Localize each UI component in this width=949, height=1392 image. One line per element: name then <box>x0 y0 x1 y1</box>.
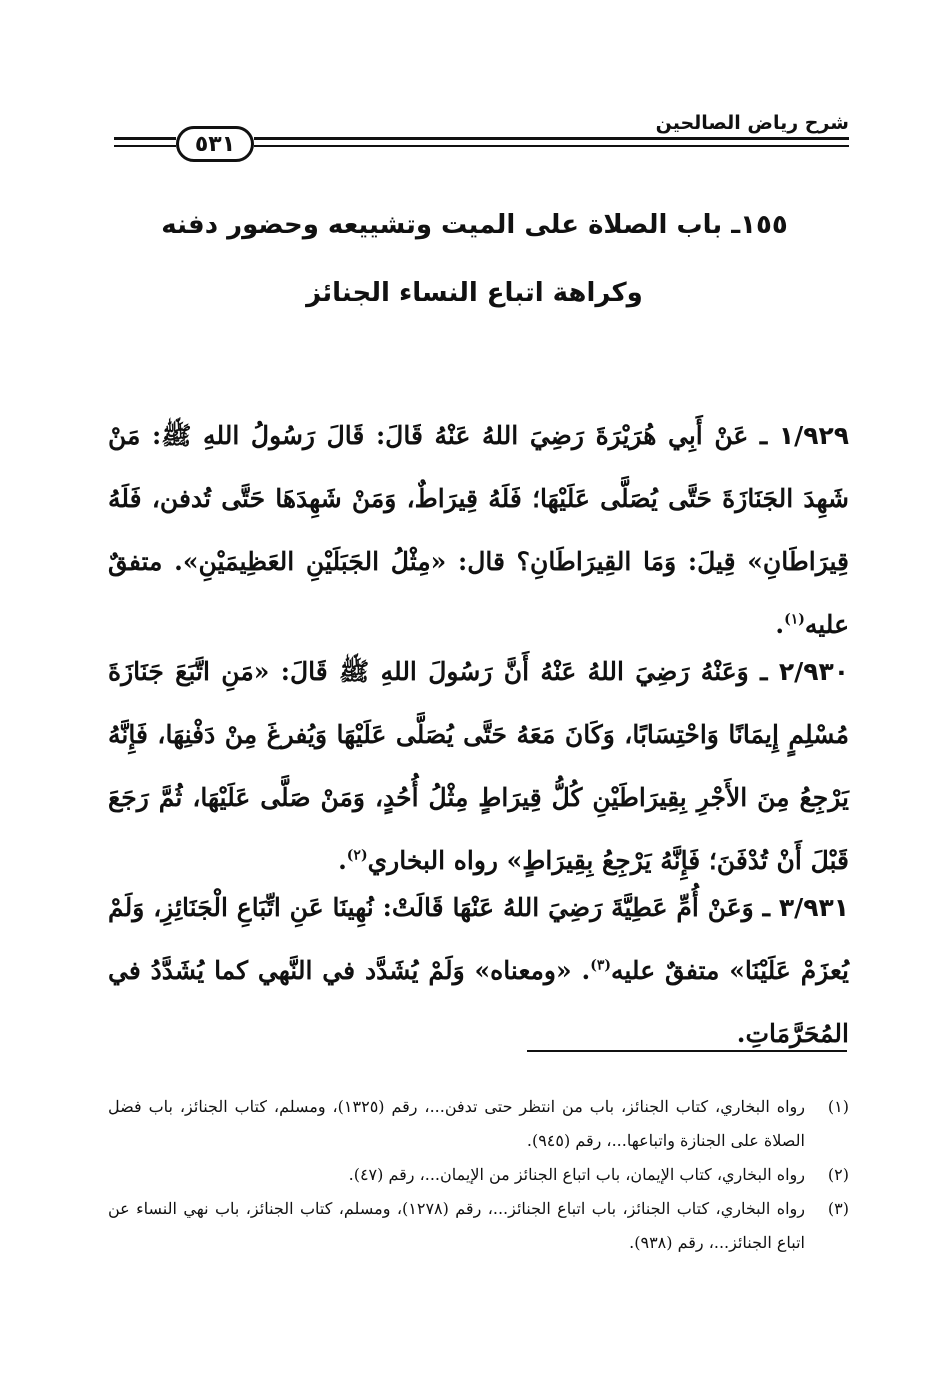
footnote-mark: (١) <box>827 1097 849 1116</box>
footnote-ref: (٣) <box>590 957 611 974</box>
footnote-text: رواه البخاري، كتاب الإيمان، باب اتباع الجنائز من الإيمان...، رقم (٤٧). <box>348 1165 805 1184</box>
running-title: شرح رياض الصالحين <box>655 112 849 134</box>
hadith-930 <box>108 640 849 892</box>
footnote-item <box>108 1090 849 1158</box>
header-rule-right-bottom <box>254 145 849 147</box>
footnote-divider <box>527 1050 847 1052</box>
footnote-mark: (٣) <box>827 1199 849 1218</box>
hadith-tail: . <box>338 846 347 875</box>
hadith-tail: . <box>775 610 785 639</box>
hadith-paragraph <box>108 404 849 656</box>
page-number <box>176 126 254 162</box>
hadith-text: ـ وَعَنْهُ رَضِيَ اللهُ عَنْهُ أَنَّ رَسُولَ اللهِ ﷺ قَالَ: «مَنِ اتَّبَعَ جَنَازَةَ مُسْلِمٍ إِيمَانًا وَاحْتِسَابًا، وَكَانَ مَعَهُ حَتَّى يُصَلَّى عَلَيْهَا وَيُفرغَ مِنْ دَفْنِهَا، فَإِنَّهُ يَرْجِعُ مِنَ الأَجْرِ بِقِيرَاطَيْنِ كُلُّ قِيرَاطٍ مِثْلُ أُحُدٍ، وَمَنْ صَلَّى عَلَيْهَا، ثُمَّ رَجَعَ قَبْلَ أَنْ تُدْفَنَ؛ فَإِنَّهُ يَرْجِعُ بِقِيرَاطٍ» رواه البخاري <box>108 657 849 875</box>
footnote-text: رواه البخاري، كتاب الجنائز، باب من انتظر حتى تدفن...، رقم (١٣٢٥)، ومسلم، كتاب الجنائز، باب فضل الصلاة على الجنازة واتباعها...، رقم (٩٤٥). <box>108 1097 805 1150</box>
hadith-number: ٣/٩٣١ <box>778 893 849 922</box>
hadith-text: ـ عَنْ أَبِي هُرَيْرَةَ رَضِيَ اللهُ عَنْهُ قَالَ: قَالَ رَسُولُ اللهِ ﷺ: مَنْ شَهِدَ الجَنَازَةَ حَتَّى يُصَلَّى عَلَيْهَا؛ فَلَهُ قِيرَاطٌ، وَمَنْ شَهِدَهَا حَتَّى تُدفن، فَلَهُ قِيرَاطَانِ» قِيلَ: وَمَا القِيرَاطَانِ؟ قال: «مِثْلُ الجَبَلَيْنِ العَظِيمَيْنِ». متفقٌ عليه <box>108 421 849 639</box>
footnotes <box>108 1090 849 1260</box>
hadith-931 <box>108 876 849 1065</box>
chapter-title-line2: وكراهة اتباع النساء الجنائز <box>306 278 643 308</box>
hadith-text: ـ وَعَنْ أُمِّ عَطِيَّةَ رَضِيَ اللهُ عَنْهَا قَالَتْ: نُهِينَا عَنِ اتِّبَاعِ الْجَنَائِزِ، وَلَمْ يُعزَمْ عَلَيْنَا» متفقٌ عليه <box>108 893 850 985</box>
footnote-ref: (١) <box>784 611 805 628</box>
header-rule-left-top <box>114 137 176 140</box>
header-rule-left-bottom <box>114 145 176 147</box>
hadith-number: ٢/٩٣٠ <box>778 657 849 686</box>
footnote-item <box>108 1192 849 1260</box>
chapter-title-line1: ١٥٥ـ باب الصلاة على الميت وتشييعه وحضور دفنه <box>161 210 788 240</box>
footnote-mark: (٢) <box>827 1165 849 1184</box>
hadith-paragraph <box>108 876 849 1065</box>
hadith-929 <box>108 404 849 656</box>
page-number-text: ٥٣١ <box>194 131 236 157</box>
footnote-text: رواه البخاري، كتاب الجنائز، باب اتباع الجنائز...، رقم (١٢٧٨)، ومسلم، كتاب الجنائز، باب نهي النساء عن اتباع الجنائز...، رقم (٩٣٨). <box>108 1199 805 1252</box>
hadith-number: ١/٩٢٩ <box>778 421 849 450</box>
hadith-tail: . «ومعناه» وَلَمْ يُشَدَّد في النَّهي كما يُشَدَّدُ في المُحَرَّمَاتِ. <box>108 956 849 1048</box>
footnote-item <box>108 1158 849 1192</box>
header-rule-right-top <box>254 137 849 140</box>
hadith-paragraph <box>108 640 849 892</box>
footnote-ref: (٢) <box>346 847 368 864</box>
